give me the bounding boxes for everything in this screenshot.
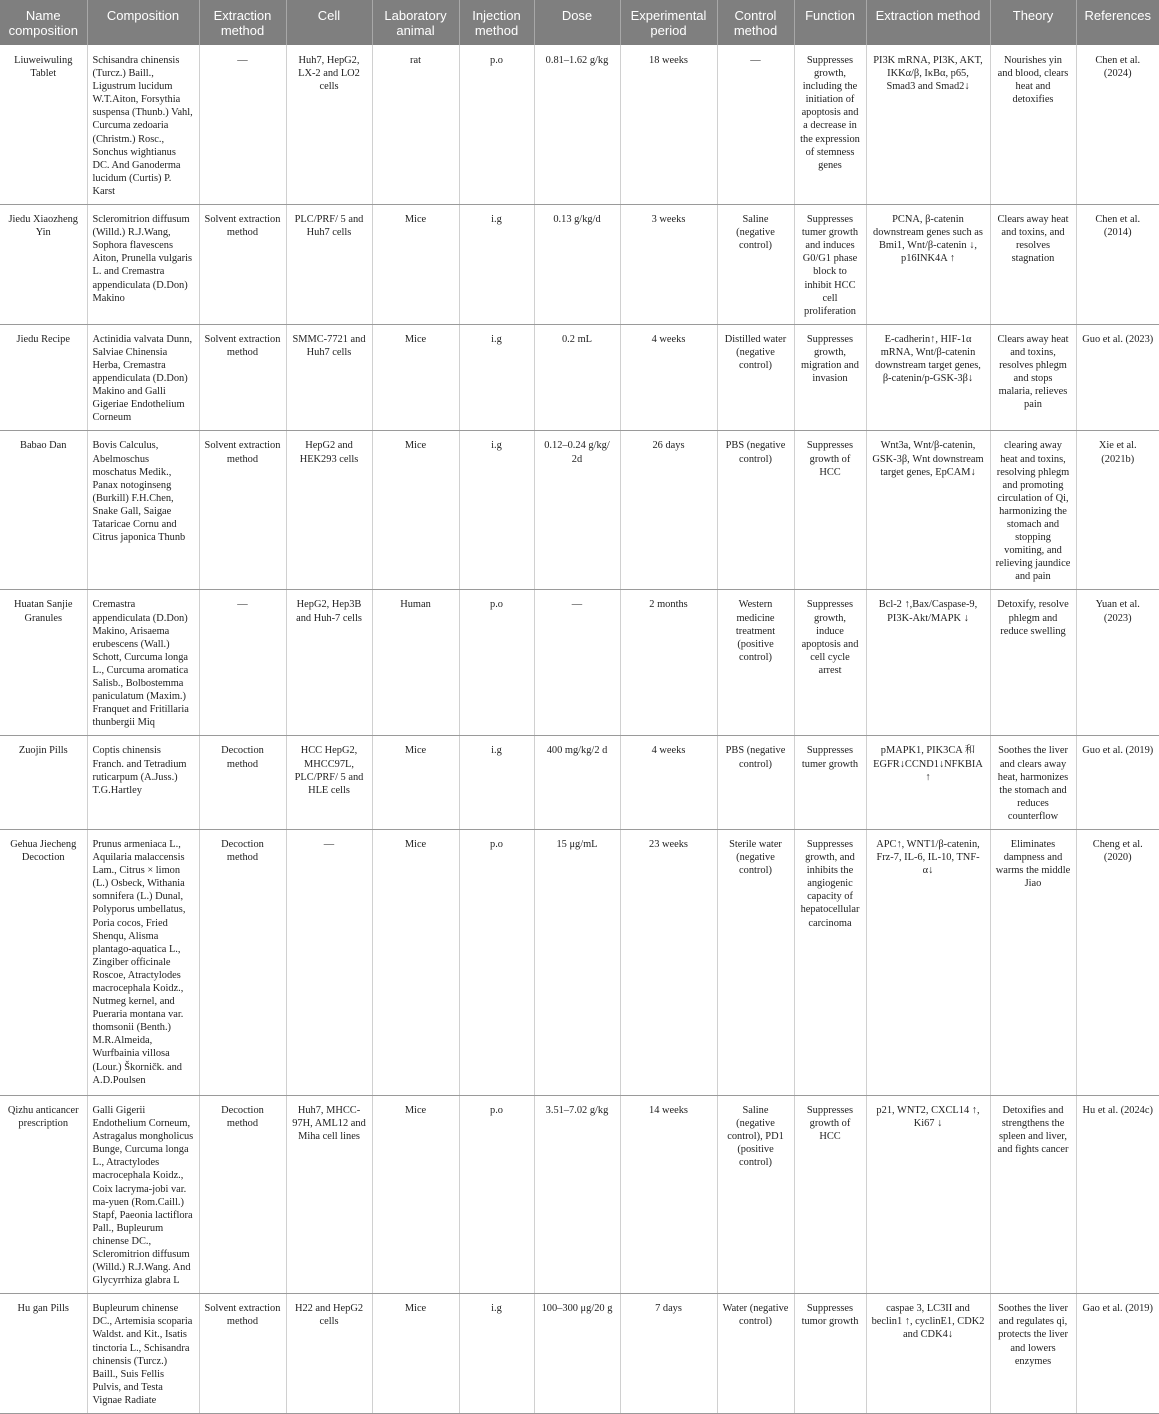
cell-references: Guo et al. (2023) — [1076, 324, 1159, 431]
header-row — [0, 0, 1159, 45]
cell-name-composition: Zuojin Pills — [0, 736, 87, 830]
cell-cell: HCC HepG2, MHCC97L, PLC/PRF/ 5 and HLE cells — [286, 736, 372, 830]
cell-dose: 15 μg/mL — [534, 829, 620, 1095]
cell-theory: Soothes the liver and clears away heat, harmonizes the stomach and reduces counterflow — [990, 736, 1076, 830]
cell-cell: HepG2 and HEK293 cells — [286, 431, 372, 590]
cell-name-composition: Jiedu Xiaozheng Yin — [0, 205, 87, 325]
cell-references: Guo et al. (2019) — [1076, 736, 1159, 830]
header-injection-method: Injection method — [459, 0, 534, 45]
cell-injection-method: p.o — [459, 590, 534, 736]
cell-control-method: Saline (negative control) — [717, 205, 794, 325]
cell-experimental-period: 18 weeks — [620, 45, 717, 205]
cell-cell: H22 and HepG2 cells — [286, 1294, 372, 1414]
cell-function: Suppresses tumer growth — [794, 736, 866, 830]
cell-name-composition: Huatan Sanjie Granules — [0, 590, 87, 736]
cell-references: Hu et al. (2024c) — [1076, 1095, 1159, 1293]
header-experimental-period: Experimental period — [620, 0, 717, 45]
cell-extraction-method: Decoction method — [199, 829, 286, 1095]
cell-control-method: PBS (negative control) — [717, 736, 794, 830]
cell-function: Suppresses growth, including the initiation of apoptosis and a decrease in the expression of stemness genes — [794, 45, 866, 205]
cell-function: Suppresses growth of HCC — [794, 431, 866, 590]
cell-extraction-method: Solvent extraction method — [199, 324, 286, 431]
cell-extraction-method: Decoction method — [199, 736, 286, 830]
header-theory: Theory — [990, 0, 1076, 45]
cell-laboratory-animal: Mice — [372, 431, 459, 590]
cell-dose: 0.2 mL — [534, 324, 620, 431]
header-laboratory-animal: Laboratory animal — [372, 0, 459, 45]
cell-injection-method: p.o — [459, 45, 534, 205]
table-row — [0, 736, 1159, 830]
cell-extraction-targets: APC↑, WNT1/β-catenin, Frz-7, IL-6, IL-10, TNF-α↓ — [866, 829, 990, 1095]
cell-experimental-period: 7 days — [620, 1294, 717, 1414]
cell-extraction-method: Solvent extraction method — [199, 1294, 286, 1414]
cell-name-composition: Babao Dan — [0, 431, 87, 590]
cell-function: Suppresses tumer growth and induces G0/G1 phase block to inhibit HCC cell proliferation — [794, 205, 866, 325]
cell-references: Xie et al. (2021b) — [1076, 431, 1159, 590]
cell-extraction-targets: Bcl-2 ↑,Bax/Caspase-9, PI3K-Akt/MAPK ↓ — [866, 590, 990, 736]
cell-theory: Nourishes yin and blood, clears heat and detoxifies — [990, 45, 1076, 205]
header-extraction-method: Extraction method — [199, 0, 286, 45]
cell-control-method: Distilled water (negative control) — [717, 324, 794, 431]
cell-references: Chen et al. (2024) — [1076, 45, 1159, 205]
cell-cell: Huh7, MHCC-97H, AML12 and Miha cell lines — [286, 1095, 372, 1293]
cell-extraction-method: — — [199, 590, 286, 736]
cell-function: Suppresses growth, and inhibits the angiogenic capacity of hepatocellular carcinoma — [794, 829, 866, 1095]
cell-injection-method: i.g — [459, 431, 534, 590]
cell-composition: Prunus armeniaca L., Aquilaria malaccensis Lam., Citrus × limon (L.) Osbeck, Withania somnifera (L.) Dunal, Polyporus umbellatus, Poria cocos, Fried Shenqu, Alisma plantago-aquatica L., Zingiber officinale Roscoe, Atractylodes macrocephala Koidz., Nutmeg kernel, and Pueraria montana var. thomsonii (Benth.) M.R.Almeida, Wurfbainia villosa (Lour.) Škorničk. and A.D.Poulsen — [87, 829, 199, 1095]
cell-extraction-targets: caspae 3, LC3II and beclin1 ↑, cyclinE1, CDK2 and CDK4↓ — [866, 1294, 990, 1414]
cell-extraction-method: Solvent extraction method — [199, 205, 286, 325]
cell-theory: Detoxifies and strengthens the spleen and liver, and fights cancer — [990, 1095, 1076, 1293]
cell-laboratory-animal: Mice — [372, 1294, 459, 1414]
cell-cell: SMMC-7721 and Huh7 cells — [286, 324, 372, 431]
cell-name-composition: Hu gan Pills — [0, 1294, 87, 1414]
header-composition: Composition — [87, 0, 199, 45]
table-row — [0, 45, 1159, 205]
cell-laboratory-animal: rat — [372, 45, 459, 205]
cell-experimental-period: 26 days — [620, 431, 717, 590]
cell-extraction-targets: Wnt3a, Wnt/β-catenin, GSK-3β, Wnt downstream target genes, EpCAM↓ — [866, 431, 990, 590]
cell-control-method: Saline (negative control), PD1 (positive control) — [717, 1095, 794, 1293]
cell-theory: Clears away heat and toxins, resolves phlegm and stops malaria, relieves pain — [990, 324, 1076, 431]
cell-name-composition: Jiedu Recipe — [0, 324, 87, 431]
cell-dose: 3.51–7.02 g/kg — [534, 1095, 620, 1293]
cell-injection-method: i.g — [459, 1294, 534, 1414]
cell-experimental-period: 23 weeks — [620, 829, 717, 1095]
table-row — [0, 431, 1159, 590]
cell-experimental-period: 2 months — [620, 590, 717, 736]
cell-composition: Scleromitrion diffusum (Willd.) R.J.Wang, Sophora flavescens Aiton, Prunella vulgaris L. and Cremastra appendiculata (D.Don) Makino — [87, 205, 199, 325]
cell-cell: — — [286, 829, 372, 1095]
header-control-method: Control method — [717, 0, 794, 45]
cell-control-method: PBS (negative control) — [717, 431, 794, 590]
cell-name-composition: Gehua Jiecheng Decoction — [0, 829, 87, 1095]
cell-references: Gao et al. (2019) — [1076, 1294, 1159, 1414]
cell-control-method: Sterile water (negative control) — [717, 829, 794, 1095]
table-row — [0, 829, 1159, 1095]
cell-experimental-period: 4 weeks — [620, 736, 717, 830]
cell-injection-method: i.g — [459, 324, 534, 431]
cell-function: Suppresses growth, induce apoptosis and cell cycle arrest — [794, 590, 866, 736]
cell-cell: HepG2, Hep3B and Huh-7 cells — [286, 590, 372, 736]
cell-references: Cheng et al. (2020) — [1076, 829, 1159, 1095]
cell-dose: — — [534, 590, 620, 736]
header-name-composition: Name composition — [0, 0, 87, 45]
cell-extraction-targets: p21, WNT2, CXCL14 ↑, Ki67 ↓ — [866, 1095, 990, 1293]
cell-theory: Eliminates dampness and warms the middle Jiao — [990, 829, 1076, 1095]
cell-laboratory-animal: Mice — [372, 324, 459, 431]
cell-experimental-period: 4 weeks — [620, 324, 717, 431]
cell-dose: 0.13 g/kg/d — [534, 205, 620, 325]
cell-extraction-method: — — [199, 45, 286, 205]
header-dose: Dose — [534, 0, 620, 45]
cell-dose: 100–300 μg/20 g — [534, 1294, 620, 1414]
cell-composition: Cremastra appendiculata (D.Don) Makino, Arisaema erubescens (Wall.) Schott, Curcuma longa L., Curcuma aromatica Salisb., Bolbostemma paniculatum (Maxim.) Franquet and Fritillaria thunbergii Miq — [87, 590, 199, 736]
cell-name-composition: Qizhu anticancer prescription — [0, 1095, 87, 1293]
table-row — [0, 205, 1159, 325]
cell-extraction-method: Solvent extraction method — [199, 431, 286, 590]
cell-composition: Bovis Calculus, Abelmoschus moschatus Medik., Panax notoginseng (Burkill) F.H.Chen, Snake Gall, Saigae Tataricae Cornu and Citrus japonica Thunb — [87, 431, 199, 590]
cell-extraction-method: Decoction method — [199, 1095, 286, 1293]
cell-theory: Clears away heat and toxins, and resolves stagnation — [990, 205, 1076, 325]
cell-control-method: Western medicine treatment (positive control) — [717, 590, 794, 736]
cell-laboratory-animal: Human — [372, 590, 459, 736]
cell-experimental-period: 3 weeks — [620, 205, 717, 325]
cell-composition: Schisandra chinensis (Turcz.) Baill., Ligustrum lucidum W.T.Aiton, Forsythia suspensa (Thunb.) Vahl, Curcuma zedoaria (Christm.) Rosc., Sonchus wightianus DC. And Ganoderma lucidum (Curtis) P. Karst — [87, 45, 199, 205]
cell-theory: clearing away heat and toxins, resolving phlegm and promoting circulation of Qi, harmonizing the stomach and stopping vomiting, and relieving jaundice and pain — [990, 431, 1076, 590]
cell-references: Yuan et al. (2023) — [1076, 590, 1159, 736]
cell-laboratory-animal: Mice — [372, 736, 459, 830]
cell-control-method: — — [717, 45, 794, 205]
cell-dose: 0.12–0.24 g/kg/ 2d — [534, 431, 620, 590]
cell-cell: Huh7, HepG2, LX-2 and LO2 cells — [286, 45, 372, 205]
header-extraction-method-targets: Extraction method — [866, 0, 990, 45]
table-row — [0, 590, 1159, 736]
cell-laboratory-animal: Mice — [372, 829, 459, 1095]
table-row — [0, 1095, 1159, 1293]
cell-composition: Bupleurum chinense DC., Artemisia scoparia Waldst. and Kit., Isatis tinctoria L., Schisandra chinensis (Turcz.) Baill., Suis Fellis Pulvis, and Testa Vignae Radiate — [87, 1294, 199, 1414]
header-function: Function — [794, 0, 866, 45]
cell-composition: Galli Gigerii Endothelium Corneum, Astragalus mongholicus Bunge, Curcuma longa L., Atractylodes macrocephala Koidz., Coix lacryma-jobi var. ma-yuen (Rom.Caill.) Stapf, Paeonia lactiflora Pall., Bupleurum chinense DC., Scleromitrion diffusum (Willd.) R.J.Wang. And Glycyrrhiza glabra L — [87, 1095, 199, 1293]
cell-experimental-period: 14 weeks — [620, 1095, 717, 1293]
table-row — [0, 324, 1159, 431]
cell-extraction-targets: E-cadherin↑, HIF-1α mRNA, Wnt/β-catenin downstream target genes, β-catenin/p-GSK-3β↓ — [866, 324, 990, 431]
cell-injection-method: i.g — [459, 205, 534, 325]
header-cell: Cell — [286, 0, 372, 45]
cell-dose: 400 mg/kg/2 d — [534, 736, 620, 830]
cell-dose: 0.81–1.62 g/kg — [534, 45, 620, 205]
cell-injection-method: p.o — [459, 829, 534, 1095]
cell-name-composition: Liuweiwuling Tablet — [0, 45, 87, 205]
cell-composition: Coptis chinensis Franch. and Tetradium ruticarpum (A.Juss.) T.G.Hartley — [87, 736, 199, 830]
cell-function: Suppresses growth of HCC — [794, 1095, 866, 1293]
cell-injection-method: i.g — [459, 736, 534, 830]
cell-theory: Soothes the liver and regulates qi, protects the liver and lowers enzymes — [990, 1294, 1076, 1414]
cell-theory: Detoxify, resolve phlegm and reduce swelling — [990, 590, 1076, 736]
cell-function: Suppresses growth, migration and invasion — [794, 324, 866, 431]
header-references: References — [1076, 0, 1159, 45]
cell-function: Suppresses tumor growth — [794, 1294, 866, 1414]
table-row — [0, 1294, 1159, 1414]
cell-extraction-targets: PCNA, β-catenin downstream genes such as Bmi1, Wnt/β-catenin ↓, p16INK4A ↑ — [866, 205, 990, 325]
cell-control-method: Water (negative control) — [717, 1294, 794, 1414]
cell-laboratory-animal: Mice — [372, 205, 459, 325]
cell-references: Chen et al. (2014) — [1076, 205, 1159, 325]
cell-cell: PLC/PRF/ 5 and Huh7 cells — [286, 205, 372, 325]
cell-composition: Actinidia valvata Dunn, Salviae Chinensia Herba, Cremastra appendiculata (D.Don) Makino and Galli Gigeriae Endothelium Corneum — [87, 324, 199, 431]
cell-laboratory-animal: Mice — [372, 1095, 459, 1293]
cell-injection-method: p.o — [459, 1095, 534, 1293]
cell-extraction-targets: PI3K mRNA, PI3K, AKT, IKKα/β, IκBα, p65, Smad3 and Smad2↓ — [866, 45, 990, 205]
cell-extraction-targets: pMAPK1, PIK3CA 和 EGFR↓CCND1↓NFKBIA↑ — [866, 736, 990, 830]
